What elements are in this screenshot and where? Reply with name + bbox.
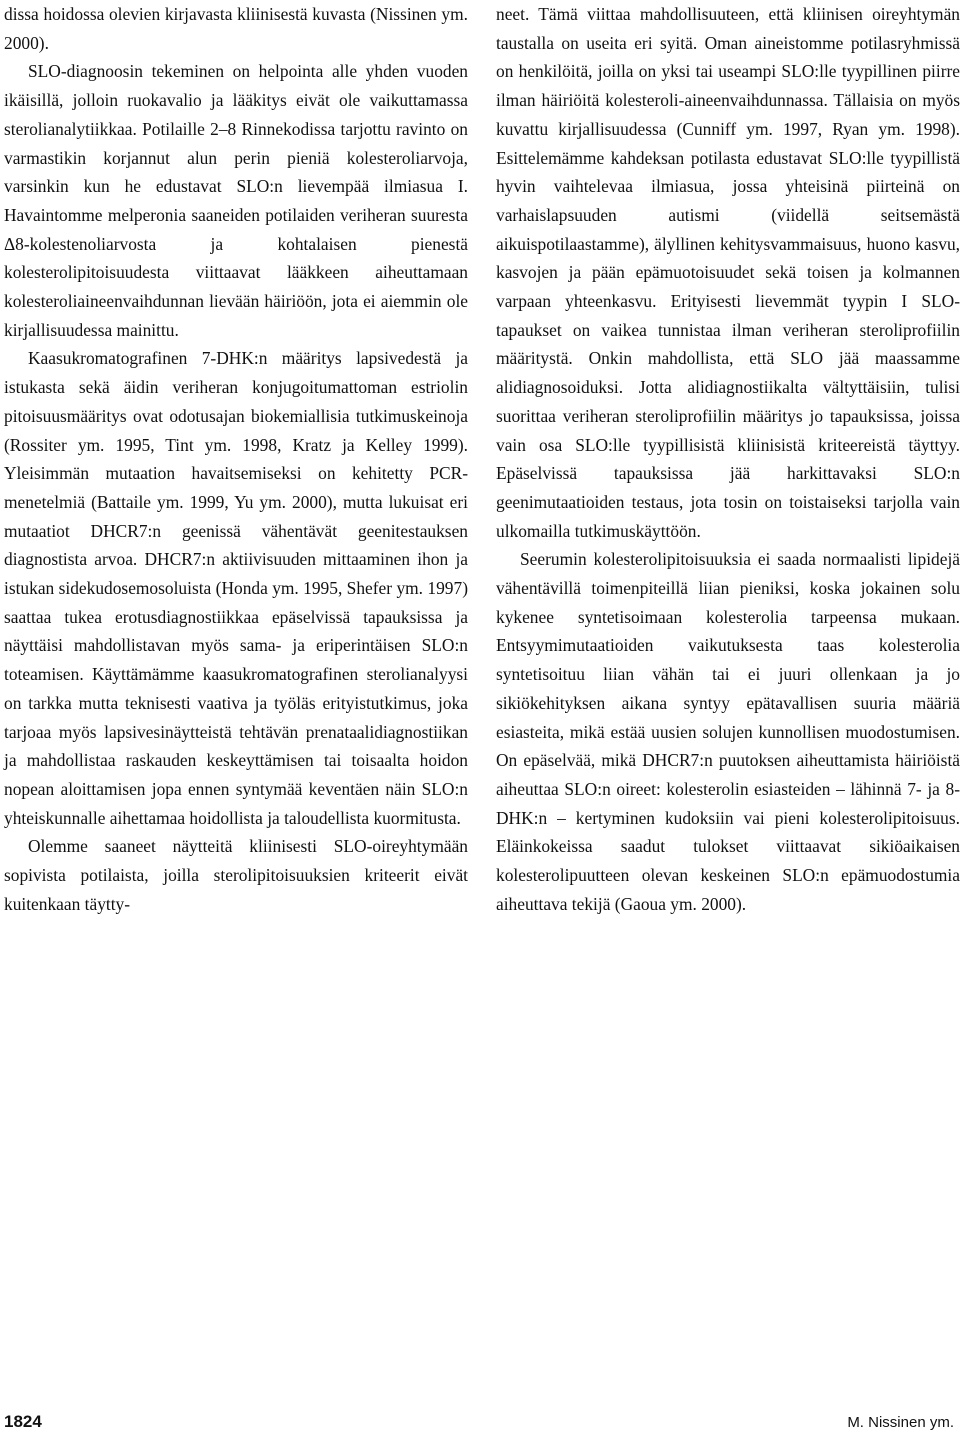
paragraph: SLO-diagnoosin tekeminen on helpointa alle yhden vuoden ikäisillä, jolloin ruokavalio ja lääkitys eivät ole vaikuttamassa sterolianalytiikkaa. Potilaille 2–8 Rinnekodissa tarjottu ravinto on varmastikin korjannut alun perin pieniä kolesteroliarvoja, varsinkin kun he edustavat SLO:n lievempää ilmiasua I. Havaintomme melperonia saaneiden potilaiden veriheran suuresta Δ8-kolestenoliarvosta ja kohtalaisen pienestä kolesterolipitoisuudesta viittaavat lääkkeen aiheuttamaan kolesteroliaineenvaihdunnan lievään häiriöön, jota ei aiemmin ole kirjallisuudessa mainittu.: [4, 61, 468, 340]
right-column: [496, 0, 960, 919]
paragraph: neet. Tämä viittaa mahdollisuuteen, että kliinisen oireyhtymän taustalla on useita eri syitä. Oman aineistomme potilasryhmissä on henkilöitä, joilla on yksi tai useampi SLO:lle tyypillinen piirre ilman häiriöitä kolesteroli-aineenvaihdunnassa. Tällaisia on myös kuvattu kirjallisuudessa (Cunniff ym. 1997, Ryan ym. 1998). Esittelemämme kahdeksan potilasta edustavat SLO:lle tyypillistä hyvin vaihtelevaa ilmiasua, jossa yhteisinä piirteinä on varhaislapsuuden autismi (viidellä seitsemästä aikuispotilaastamme), älyllinen kehitysvammaisuus, huono kasvu, kasvojen ja pään epämuotoisuudet sekä toisen ja kolmannen varpaan yhteenkasvu. Erityisesti lievemmät tyypin I SLO-tapaukset on vaikea tunnistaa ilman veriheran steroliprofiilin määritystä. Onkin mahdollista, että SLO jää maassamme alidiagnosoiduksi. Jotta alidiagnostiikalta vältyttäisiin, tulisi suorittaa veriheran steroliprofiilin määritys jo tapauksissa, joissa vain osa SLO:lle tyypillisistä kliinisistä kriteereistä täyttyy. Epäselvissä tapauksissa jää harkittavaksi SLO:n geenimutaatioiden testaus, jota tosin on toistaiseksi tarjolla vain ulkomailla tutkimuskäyttöön.: [496, 4, 960, 541]
running-author: M. Nissinen ym.: [847, 1414, 954, 1431]
paragraph: Seerumin kolesterolipitoisuuksia ei saada normaalisti lipidejä vähentävillä toimenpiteillä liian pieniksi, koska jokainen solu kykenee syntetisoimaan kolesterolia tarpeensa mukaan. Entsyymimutaatioiden vaikutuksesta taas kolesterolia syntetisoituu liian vähän tai ei juuri ollenkaan ja jo sikiökehityksen aikana syntyy epätavallisen suuria määriä esiasteita, mikä estää uusien solujen kunnollisen muodostumisen. On epäselvää, mikä DHCR7:n puutoksen aiheuttamista häiriöistä aiheuttaa SLO:n oireet: kolesterolin esiasteiden – lähinnä 7- ja 8-DHK:n – kertyminen kudoksiin vai pieni kolesterolipitoisuus. Eläinkokeissa saadut tulokset viittaavat sikiöaikaisen kolesterolipuutteen olevan keskeinen SLO:n epämuodostumia aiheuttava tekijä (Gaoua ym. 2000).: [496, 549, 960, 914]
paragraph: Olemme saaneet näytteitä kliinisesti SLO-oireyhtymään sopivista potilaista, joilla sterolipitoisuuksien kriteerit eivät kuitenkaan täytty-: [4, 836, 468, 914]
page-number: 1824: [4, 1412, 42, 1431]
left-column: [4, 0, 468, 919]
paragraph: dissa hoidossa olevien kirjavasta kliinisestä kuvasta (Nissinen ym. 2000).: [4, 4, 468, 53]
paragraph: Kaasukromatografinen 7-DHK:n määritys lapsivedestä ja istukasta sekä äidin veriheran konjugoitumattoman estriolin pitoisuusmääritys ovat odotusajan biokemiallisia tutkimuskeinoja (Rossiter ym. 1995, Tint ym. 1998, Kratz ja Kelley 1999). Yleisimmän mutaation havaitsemiseksi on kehitetty PCR-menetelmiä (Battaile ym. 1999, Yu ym. 2000), mutta lukuisat eri mutaatiot DHCR7:n geenissä vähentävät geenitestauksen diagnostista arvoa. DHCR7:n aktiivisuuden mittaaminen ihon ja istukan sidekudosemosoluista (Honda ym. 1995, Shefer ym. 1997) saattaa tukea erotusdiagnostiikkaa epäselvissä tapauksissa ja näyttäisi mahdollistavan myös sama- ja eriperintäisen SLO:n toteamisen. Käyttämämme kaasukromatografinen sterolianalyysi on tarkka mutta teknisesti vaativa ja työläs erityistutkimus, joka tarjoaa myös lapsivesinäytteistä tehtävän prenataalidiagnostiikan ja mahdollistaa raskauden keskeyttämisen tai toisaalta hoidon nopean aloittamisen jopa ennen syntymää keventäen näin SLO:n yhteiskunnalle aihettamaa hoidollista ja taloudellista kuormitusta.: [4, 348, 468, 828]
